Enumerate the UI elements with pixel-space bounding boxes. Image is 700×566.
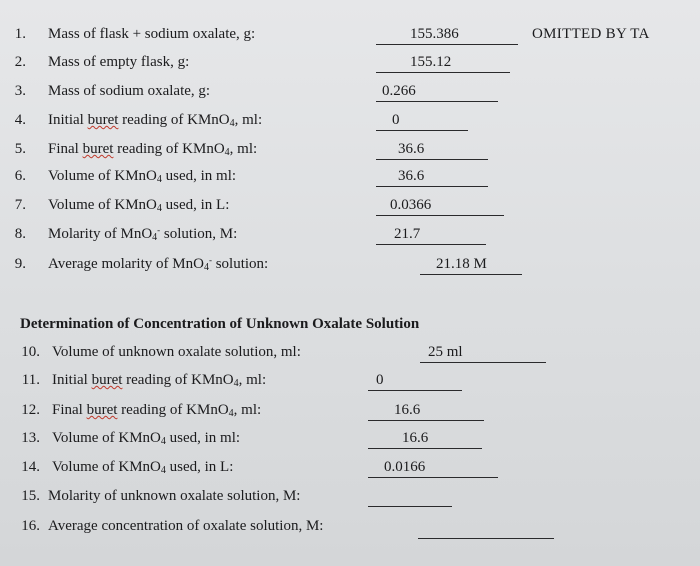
item-row (0, 370, 700, 398)
item-label: Initial buret reading of KMnO$_4$, ml: (52, 372, 267, 389)
item-number: 4. (14, 112, 26, 128)
item-label: Initial buret reading of KMnO$_4$, ml: (48, 112, 263, 129)
answer-field[interactable] (376, 110, 468, 131)
item-label: Final buret reading of KMnO$_4$, ml: (48, 141, 258, 158)
answer-field[interactable] (418, 518, 554, 539)
answer-value: 0 (392, 112, 400, 128)
item-label: Final buret reading of KMnO$_4$, ml: (52, 402, 262, 419)
label-text: Mass of flask + sodium oxalate, g: (48, 26, 256, 42)
answer-value: 155.386 (410, 26, 459, 42)
item-number: 13. (21, 430, 40, 446)
item-number: 10. (21, 344, 40, 360)
answer-field[interactable] (368, 486, 452, 507)
item-number: 3. (14, 83, 26, 99)
item-number: 14. (21, 459, 40, 475)
item-label: Volume of KMnO$_4$ used, in ml: (52, 430, 241, 447)
item-row (0, 166, 700, 194)
answer-value: 36.6 (398, 168, 425, 184)
label-text: Mass of empty flask, g: (48, 54, 190, 70)
item-number: 8. (14, 226, 26, 242)
buret-word: buret (86, 402, 118, 418)
buret-word: buret (87, 112, 119, 128)
item-row (0, 486, 700, 514)
item-label (48, 81, 210, 101)
item-row (0, 457, 700, 485)
item-number: 5. (14, 141, 26, 157)
answer-field[interactable] (376, 224, 486, 245)
section-heading: Determination of Concentration of Unknown Oxalate Solution (20, 316, 420, 332)
item-number: 7. (14, 197, 26, 213)
item-number: 16. (21, 518, 40, 534)
answer-value: 0.0366 (390, 197, 432, 213)
item-number: 6. (14, 168, 26, 184)
answer-field[interactable] (368, 400, 484, 421)
answer-field[interactable] (376, 139, 488, 160)
item-label: Average molarity of MnO$_4$- solution: (48, 255, 269, 273)
item-row (0, 516, 700, 544)
omitted-note: OMITTED BY TA (532, 26, 650, 42)
item-row (0, 81, 700, 109)
item-label: Volume of unknown oxalate solution, ml: (52, 344, 301, 360)
answer-field[interactable] (376, 166, 488, 187)
item-row (0, 195, 700, 223)
answer-value: 16.6 (394, 402, 421, 418)
answer-value: 21.7 (394, 226, 421, 242)
buret-word: buret (82, 141, 114, 157)
item-row (0, 342, 700, 370)
answer-field[interactable] (376, 195, 504, 216)
answer-field[interactable] (376, 24, 518, 45)
answer-field[interactable] (368, 370, 462, 391)
item-row (0, 24, 700, 52)
item-row (0, 139, 700, 167)
answer-value: 155.12 (410, 54, 452, 70)
answer-value: 25 ml (428, 344, 463, 360)
item-number: 1. (14, 26, 26, 42)
item-number: 2. (14, 54, 26, 70)
item-row (0, 400, 700, 428)
answer-value: 0.266 (382, 83, 416, 99)
item-label: Molarity of unknown oxalate solution, M: (48, 488, 301, 504)
item-number: 12. (21, 402, 40, 418)
item-label: Volume of KMnO$_4$ used, in ml: (48, 168, 237, 185)
item-row (0, 52, 700, 80)
item-row (0, 224, 700, 252)
item-label: Volume of KMnO$_4$ used, in L: (52, 459, 234, 476)
label-text: Mass of sodium oxalate, g: (48, 83, 211, 99)
answer-value: 0.0166 (384, 459, 426, 475)
answer-value: 16.6 (402, 430, 429, 446)
answer-field[interactable] (376, 52, 510, 73)
answer-value: 21.18 M (436, 256, 487, 272)
answer-field[interactable] (368, 457, 498, 478)
answer-field[interactable] (368, 428, 482, 449)
item-row (0, 110, 700, 138)
answer-value: 36.6 (398, 141, 425, 157)
answer-field[interactable] (376, 81, 498, 102)
item-label: Molarity of MnO$_4$- solution, M: (48, 225, 238, 243)
item-label: Average concentration of oxalate solution, M: (48, 518, 324, 534)
answer-field[interactable] (420, 342, 546, 363)
item-number: 9. (14, 256, 26, 272)
item-row (0, 254, 700, 282)
item-label (48, 24, 255, 44)
item-label (48, 52, 189, 72)
item-number: 11. (21, 372, 40, 388)
item-number: 15. (21, 488, 40, 504)
answer-field[interactable] (420, 254, 522, 275)
answer-value: 0 (376, 372, 384, 388)
item-row (0, 428, 700, 456)
buret-word: buret (91, 372, 123, 388)
item-label: Volume of KMnO$_4$ used, in L: (48, 197, 230, 214)
